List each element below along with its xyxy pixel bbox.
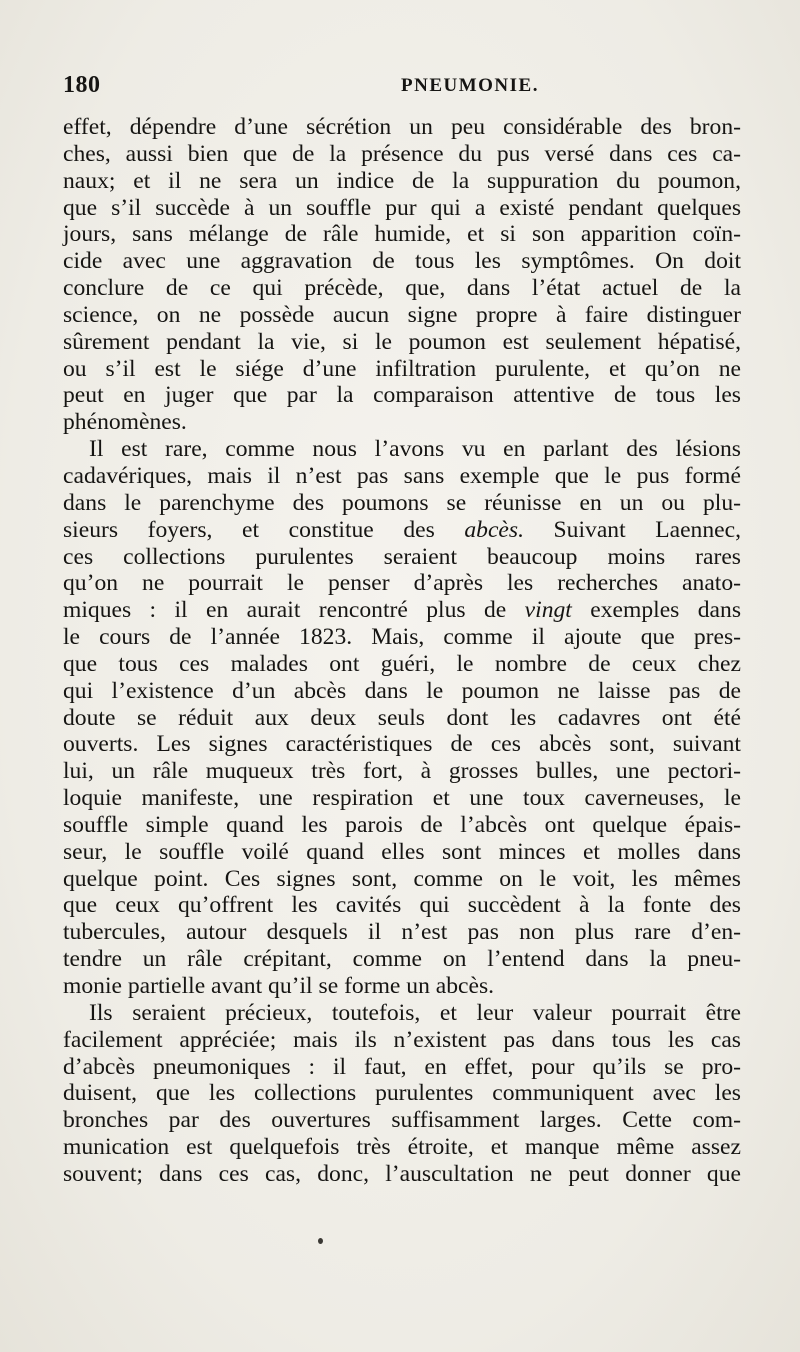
text-line: le cours de l’année 1823. Mais, comme il ajoute que pres-: [63, 624, 741, 651]
text-line: naux; et il ne sera un indice de la suppuration du poumon,: [63, 167, 741, 194]
text-line: peut en juger que par la comparaison attentive de tous les: [63, 382, 741, 409]
body-text: [63, 114, 741, 1188]
paragraph-3: [63, 1000, 741, 1188]
paragraph-2: [63, 436, 741, 1000]
text-line: ces collections purulentes seraient beaucoup moins rares: [63, 543, 741, 570]
text-line: Il est rare, comme nous l’avons vu en parlant des lésions: [89, 436, 741, 463]
text-line: tendre un râle crépitant, comme on l’entend dans la pneu-: [63, 946, 741, 973]
text-line-with-italic: [63, 517, 741, 544]
text-line: que tous ces malades ont guéri, le nombre de ceux chez: [63, 650, 741, 677]
text-line-with-italic: [63, 597, 741, 624]
text-line: que ceux qu’offrent les cavités qui succèdent à la fonte des: [63, 892, 741, 919]
text-line: facilement appréciée; mais ils n’existent pas dans tous les cas: [63, 1026, 741, 1053]
text-line: monie partielle avant qu’il se forme un abcès.: [63, 973, 495, 999]
text-line: d’abcès pneumoniques : il faut, en effet, pour qu’ils se pro-: [63, 1053, 741, 1080]
running-title: PNEUMONIE.: [401, 75, 539, 96]
text-line: Ils seraient précieux, toutefois, et leur valeur pourrait être: [89, 999, 741, 1026]
text-segment: sieurs foyers, et constitue des: [63, 516, 435, 543]
text-segment: Suivant Laennec,: [553, 516, 741, 543]
paragraph-1: [63, 114, 741, 436]
text-line: que s’il succède à un souffle pur qui a existé pendant quelques: [63, 194, 741, 221]
text-line: conclure de ce qui précède, que, dans l’état actuel de la: [63, 275, 741, 302]
italic-word: abcès.: [464, 516, 524, 543]
text-line: qu’on ne pourrait le penser d’après les recherches anato-: [63, 570, 741, 597]
page-header: [63, 72, 743, 108]
text-line: munication est quelquefois très étroite, et manque même assez: [63, 1134, 741, 1161]
text-line: qui l’existence d’un abcès dans le poumon ne laisse pas de: [63, 677, 741, 704]
text-line: cadavériques, mais il n’est pas sans exemple que le pus formé: [63, 462, 741, 489]
text-line: quelque point. Ces signes sont, comme on le voit, les mêmes: [63, 865, 741, 892]
text-line: lui, un râle muqueux très fort, à grosses bulles, une pectori-: [63, 758, 741, 785]
text-segment: exemples dans: [590, 597, 742, 624]
text-line: souffle simple quand les parois de l’abcès ont quelque épais-: [63, 811, 741, 838]
text-line: doute se réduit aux deux seuls dont les cadavres ont été: [63, 704, 741, 731]
text-line: dans le parenchyme des poumons se réunisse en un ou plu-: [63, 489, 741, 516]
text-line: loquie manifeste, une respiration et une toux caverneuses, le: [63, 785, 741, 812]
text-line: ches, aussi bien que de la présence du pus versé dans ces ca-: [63, 140, 741, 167]
text-line: duisent, que les collections purulentes communiquent avec les: [63, 1080, 741, 1107]
text-line: tubercules, autour desquels il n’est pas non plus rare d’en-: [63, 919, 741, 946]
text-line: phénomènes.: [63, 409, 187, 436]
text-line: ou s’il est le siége d’une infiltration purulente, et qu’on ne: [63, 355, 741, 382]
text-line: jours, sans mélange de râle humide, et si son apparition coïn-: [63, 221, 741, 248]
text-line: effet, dépendre d’une sécrétion un peu considérable des bron-: [63, 114, 741, 140]
text-line: cide avec une aggravation de tous les symptômes. On doit: [63, 248, 741, 275]
text-segment: miques : il en aurait rencontré plus de: [63, 597, 507, 624]
italic-word: vingt: [524, 597, 572, 624]
text-line: seur, le souffle voilé quand elles sont minces et molles dans: [63, 838, 741, 865]
text-line: science, on ne possède aucun signe propre à faire distinguer: [63, 301, 741, 328]
page-number: 180: [63, 72, 101, 98]
text-line: bronches par des ouvertures suffisamment larges. Cette com-: [63, 1107, 741, 1134]
printer-mark-dot: [318, 1238, 323, 1244]
text-line: souvent; dans ces cas, donc, l’auscultation ne peut donner que: [63, 1160, 741, 1187]
text-line: ouverts. Les signes caractéristiques de ces abcès sont, suivant: [63, 731, 741, 758]
text-line: sûrement pendant la vie, si le poumon est seulement hépatisé,: [63, 328, 741, 355]
